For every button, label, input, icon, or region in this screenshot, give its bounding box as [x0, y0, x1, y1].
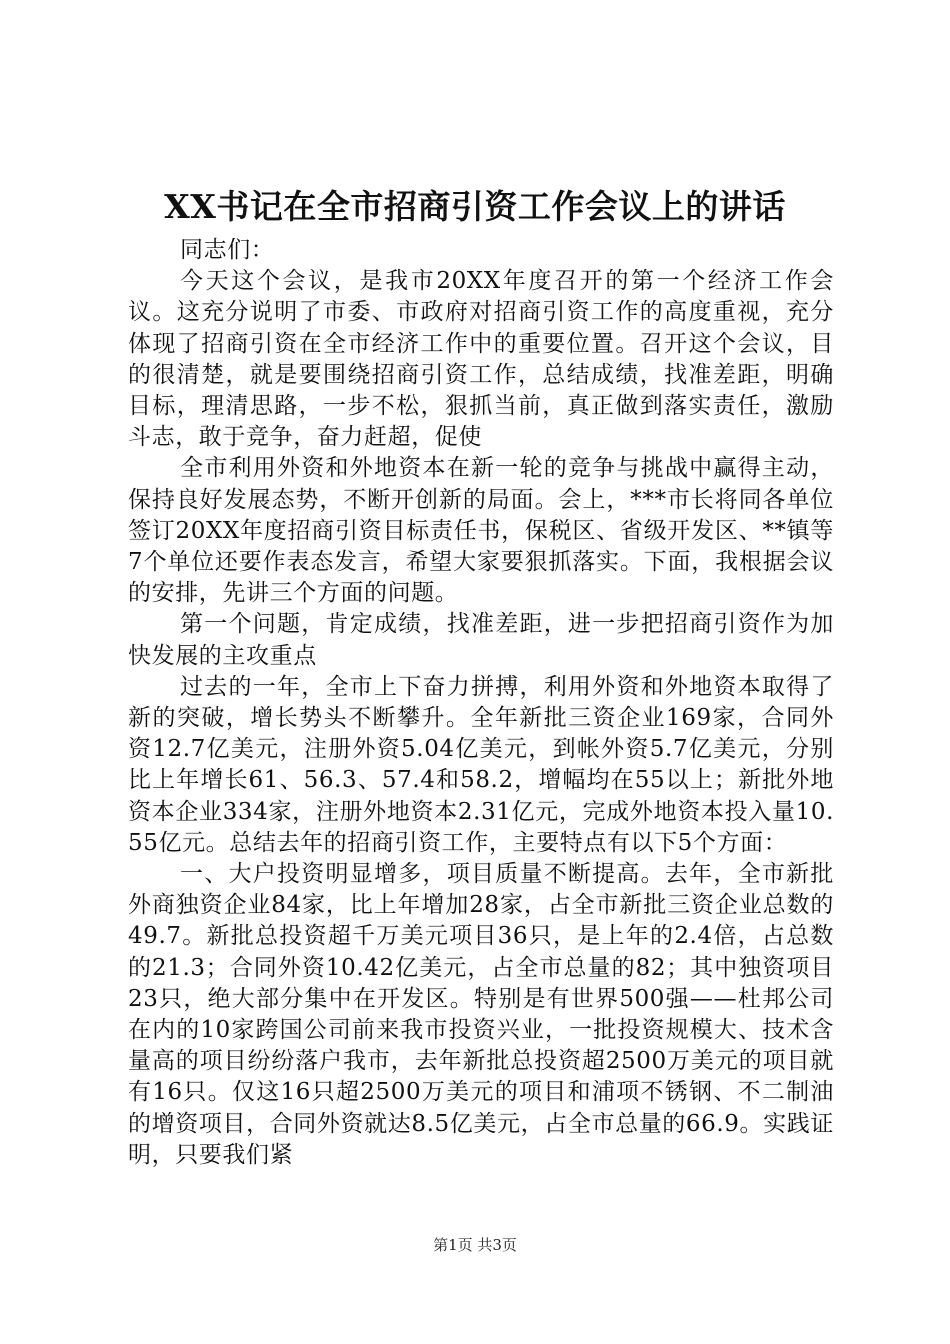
body-paragraph: 今天这个会议，是我市20XX年度召开的第一个经济工作会议。这充分说明了市委、市政府对招商引资工作的高度重视，充分体现了招商引资在全市经济工作中的重要位置。召开这个会议，目的很清楚，就是要围绕招商引资工作，总结成绩，找准差距，明确目标，理清思路，一步不松，狠抓当前，真正做到落实责任，激励斗志，敢于竞争，奋力赶超，促使: [128, 268, 834, 451]
body-paragraph: 全市利用外资和外地资本在新一轮的竞争与挑战中赢得主动，保持良好发展态势，不断开创新的局面。会上，***市长将同各单位签订20XX年度招商引资目标责任书，保税区、省级开发区、**镇等7个单位还要作表态发言，希望大家要狠抓落实。下面，我根据会议的安排，先讲三个方面的问题。: [128, 455, 834, 607]
section-heading-paragraph: 第一个问题，肯定成绩，找准差距，进一步把招商引资作为加快发展的主攻重点: [128, 611, 834, 669]
document-title: XX书记在全市招商引资工作会议上的讲话: [164, 187, 786, 226]
body-paragraph: 过去的一年，全市上下奋力拼搏，利用外资和外地资本取得了新的突破，增长势头不断攀升。全年新批三资企业169家，合同外资12.7亿美元，注册外资5.04亿美元，到帐外资5.7亿美元，分别比上年增长61、56.3、57.4和58.2，增幅均在55以上；新批外地资本企业334家，注册外地资本2.31亿元，完成外地资本投入量10.55亿元。总结去年的招商引资工作，主要特点有以下5个方面：: [128, 673, 834, 856]
body-paragraph: 一、大户投资明显增多，项目质量不断提高。去年，全市新批外商独资企业84家，比上年增加28家，占全市新批三资企业总数的49.7。新批总投资超千万美元项目36只，是上年的2.4倍，占总数的21.3；合同外资10.42亿美元，占全市总量的82；其中独资项目23只，绝大部分集中在开发区。特别是有世界500强——杜邦公司在内的10家跨国公司前来我市投资兴业，一批投资规模大、技术含量高的项目纷纷落户我市，去年新批总投资超2500万美元的项目就有16只。仅这16只超2500万美元的项目和浦项不锈钢、不二制油的增资项目，合同外资就达8.5亿美元，占全市总量的66.9。实践证明，只要我们紧: [128, 861, 834, 1168]
page-footer: 第1页 共3页: [433, 1236, 517, 1254]
document-body: [128, 235, 834, 1171]
salutation-paragraph: 同志们：: [180, 237, 275, 263]
